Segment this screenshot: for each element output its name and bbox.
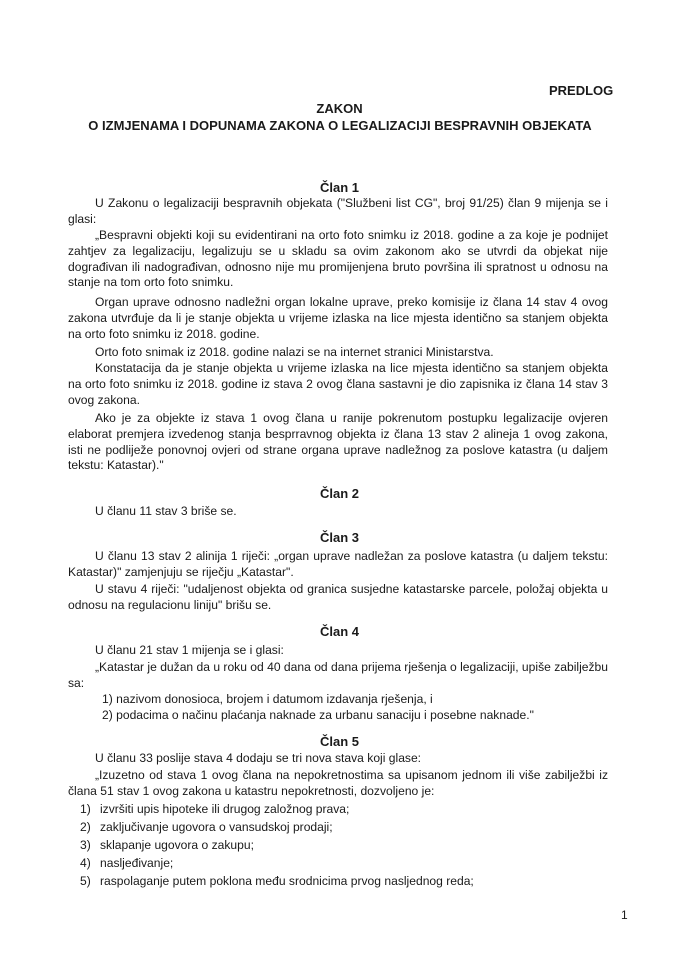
- list-text: nasljeđivanje;: [100, 856, 174, 870]
- document-title: ZAKON: [316, 101, 363, 116]
- article-3-heading: Član 3: [319, 530, 359, 545]
- article-5-item-3: [80, 838, 254, 854]
- article-4-item-2: 2) podacima o načinu plaćanja naknade za urbanu sanaciju i posebne naknade.": [102, 708, 534, 722]
- article-1-heading: Član 1: [319, 180, 359, 195]
- article-1-paragraph-2: Organ uprave odnosno nadležni organ lokalne uprave, preko komisije iz člana 14 stav 4 ovog zakona utvrđuje da li je stanje objekta u vrijeme izlaska na lice mjesta identično sa stanjem objekta na orto foto snimku iz 2018. godine.: [68, 295, 608, 341]
- article-2-heading: Član 2: [319, 486, 359, 501]
- list-number: 1): [80, 802, 91, 816]
- article-5-paragraph-1: U članu 33 poslije stava 4 dodaju se tri nova stava koji glase:: [95, 751, 422, 765]
- article-1-paragraph-5: Ako je za objekte iz stava 1 ovog člana u ranije pokrenutom postupku legalizacije ovjeren elaborat premjera izvedenog stanja besprravnog objekta iz člana 13 stav 2 alineja 1 ovog zakona, isti ne podliježe ponovnoj ovjeri od strane organa uprave nadležnog za poslove katastra (u daljem tekstu: Katastar).": [68, 411, 608, 473]
- list-text: zaključivanje ugovora o vansudskoj prodaji;: [100, 820, 333, 834]
- article-1-intro: U Zakonu o legalizaciji bespravnih objekata ("Službeni list CG", broj 91/25) član 9 mijenja se i glasi:: [68, 196, 608, 226]
- article-5-item-5: [80, 874, 474, 890]
- article-5-item-2: [80, 820, 333, 836]
- article-1-paragraph-3: Orto foto snimak iz 2018. godine nalazi se na internet stranici Ministarstva.: [95, 345, 494, 359]
- list-number: 4): [80, 856, 91, 870]
- list-number: 5): [80, 874, 91, 888]
- list-number: 3): [80, 838, 91, 852]
- article-1-paragraph-1: „Bespravni objekti koji su evidentirani na orto foto snimku iz 2018. godine a za koje je podnijet zahtjev za legalizaciju, legalizuju se u skladu sa ovim zakonom ako se utvrdi da objekat nije dograđivan ili nadograđivan, odnosno nije mu promijenjena bruto površina ili spratnost u odnosu na stanje na tom orto foto snimku.: [68, 228, 608, 290]
- predlog-label: PREDLOG: [549, 83, 614, 98]
- article-3-paragraph-2: U stavu 4 riječi: "udaljenost objekta od granica susjedne katastarske parcele, položaj objekta u odnosu na regulacionu liniju" brišu se.: [68, 582, 608, 612]
- list-text: sklapanje ugovora o zakupu;: [100, 838, 254, 852]
- article-5-paragraph-2: „Izuzetno od stava 1 ovog člana na nepokretnostima sa upisanom jednom ili više zabilježbi iz člana 51 stav 1 ovog zakona u katastru nepokretnosti, dozvoljeno je:: [68, 768, 608, 798]
- article-1-paragraph-4: Konstatacija da je stanje objekta u vrijeme izlaska na lice mjesta identično sa stanjem objekta na orto foto snimku iz 2018. godine iz stava 2 ovog člana sastavni je dio zapisnika iz člana 14 stav 3 ovog zakona.: [68, 361, 608, 407]
- article-5-item-1: [80, 802, 349, 818]
- list-text: raspolaganje putem poklona među srodnicima prvog nasljednog reda;: [100, 874, 474, 888]
- article-4-paragraph-2: „Katastar je dužan da u roku od 40 dana od dana prijema rješenja o legalizaciji, upiše zabilježbu sa:: [68, 660, 608, 690]
- article-3-paragraph-1: U članu 13 stav 2 alinija 1 riječi: „organ uprave nadležan za poslove katastra (u daljem tekstu: Katastar)" zamjenjuju se riječju „Katastar".: [68, 549, 608, 579]
- article-2-paragraph-1: U članu 11 stav 3 briše se.: [95, 504, 237, 518]
- article-5-heading: Član 5: [319, 734, 359, 749]
- article-4-paragraph-1: U članu 21 stav 1 mijenja se i glasi:: [95, 643, 284, 657]
- document-subtitle: O IZMJENAMA I DOPUNAMA ZAKONA O LEGALIZACIJI BESPRAVNIH OBJEKATA: [88, 118, 592, 133]
- page-number: 1: [621, 908, 628, 922]
- article-4-item-1: 1) nazivom donosioca, brojem i datumom izdavanja rješenja, i: [102, 692, 433, 706]
- list-text: izvršiti upis hipoteke ili drugog založnog prava;: [100, 802, 350, 816]
- article-4-heading: Član 4: [319, 624, 359, 639]
- list-number: 2): [80, 820, 91, 834]
- article-5-item-4: [80, 856, 173, 872]
